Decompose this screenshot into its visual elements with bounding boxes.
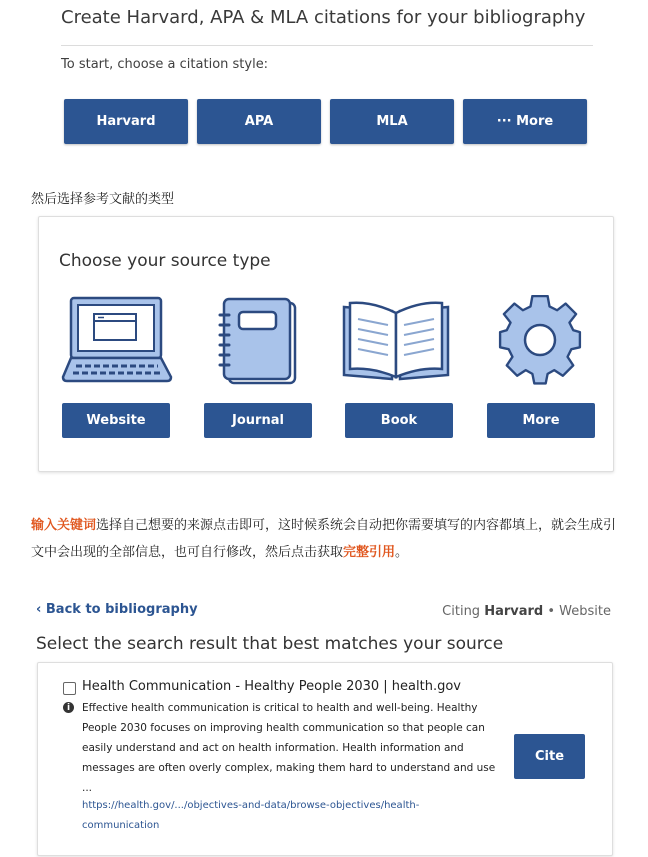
gear-icon[interactable]	[484, 295, 596, 385]
result-title: Health Communication - Healthy People 2030 | health.gov	[82, 679, 461, 694]
instruction-text-1: 然后选择参考文献的类型	[31, 192, 175, 207]
book-source-button[interactable]: Book	[345, 403, 453, 438]
back-to-bibliography-link[interactable]: ‹ Back to bibliography	[36, 602, 198, 617]
apa-style-button[interactable]: APA	[197, 99, 321, 144]
harvard-style-button[interactable]: Harvard	[64, 99, 188, 144]
result-url-link[interactable]: https://health.gov/.../objectives-and-data/browse-objectives/health-communication	[82, 800, 420, 831]
more-source-button[interactable]: More	[487, 403, 595, 438]
result-checkbox[interactable]	[63, 682, 76, 695]
citing-info: Citing Harvard • Website	[442, 604, 611, 619]
highlight-full-citation: 完整引用	[343, 545, 396, 560]
website-source-button[interactable]: Website	[62, 403, 170, 438]
result-description: Effective health communication is critical to health and well-being. Healthy People 2030 focuses on improving health communication so that people can easily understand and act on health information. Health information and messages are often overly complex, making them hard to understand and use ...	[82, 702, 496, 794]
journal-source-button[interactable]: Journal	[204, 403, 312, 438]
divider	[61, 45, 593, 46]
cite-button[interactable]: Cite	[514, 734, 585, 779]
chevron-left-icon: ‹	[36, 602, 46, 617]
citation-subtitle: To start, choose a citation style:	[61, 57, 269, 72]
info-icon: i	[63, 702, 74, 713]
more-styles-button[interactable]: ··· More	[463, 99, 587, 144]
source-type-heading: Choose your source type	[59, 251, 271, 271]
open-book-icon[interactable]	[340, 295, 452, 385]
laptop-icon[interactable]	[61, 295, 173, 385]
citation-heading: Create Harvard, APA & MLA citations for your bibliography	[61, 7, 586, 28]
search-result-heading: Select the search result that best matches your source	[36, 634, 504, 654]
highlight-keyword: 输入关键词	[31, 518, 97, 533]
mla-style-button[interactable]: MLA	[330, 99, 454, 144]
instruction-text-2: 输入关键词选择自己想要的来源点击即可，这时候系统会自动把你需要填写的内容都填上，就会生成引文中会出现的全部信息，也可自行修改，然后点击获取完整引用。	[31, 518, 617, 560]
notebook-icon[interactable]	[202, 295, 314, 385]
